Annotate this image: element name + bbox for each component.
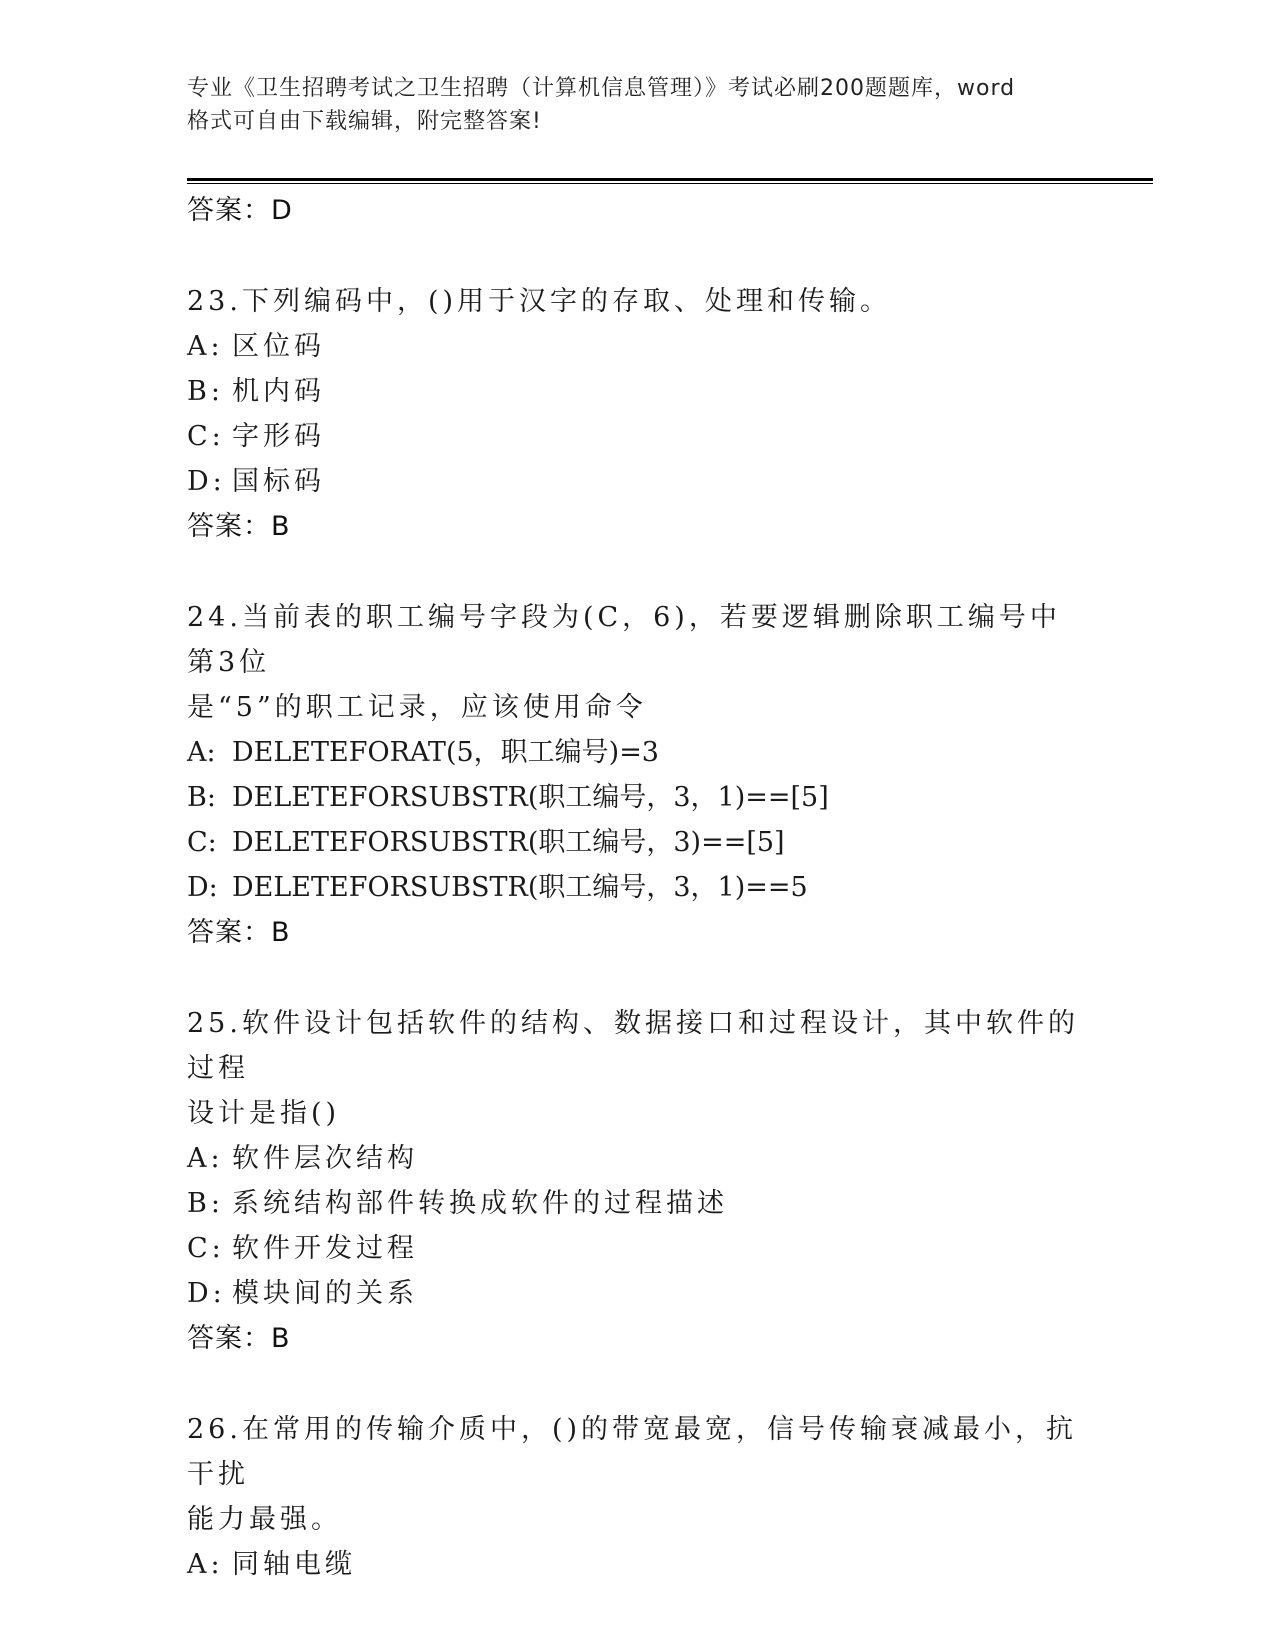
option-d <box>187 1271 1087 1316</box>
answer-line: 答案：B <box>187 917 291 948</box>
option-text: 国标码 <box>232 466 325 497</box>
question-text: 23.下列编码中，()用于汉字的存取、处理和传输。 <box>187 286 892 317</box>
question-23 <box>187 279 1087 550</box>
option-letter: D: <box>187 872 218 903</box>
option-letter: B: <box>187 1188 224 1219</box>
option-a <box>187 1542 1087 1587</box>
option-a <box>187 324 1087 369</box>
question-text: 25.软件设计包括软件的结构、数据接口和过程设计，其中软件的过程 <box>187 1008 1079 1084</box>
option-letter: A: <box>187 1549 224 1580</box>
option-b <box>187 369 1087 414</box>
option-text: 字形码 <box>232 421 325 452</box>
option-letter: C: <box>187 827 217 858</box>
option-letter: B: <box>187 376 224 407</box>
option-text: DELETEFORSUBSTR(职工编号，3，1)==[5] <box>232 782 829 813</box>
header-divider-thin <box>187 183 1153 184</box>
option-letter: A: <box>187 737 216 768</box>
option-letter: A: <box>187 331 224 362</box>
option-text: DELETEFORSUBSTR(职工编号，3，1)==5 <box>232 872 808 903</box>
option-text: 系统结构部件转换成软件的过程描述 <box>232 1188 728 1219</box>
option-letter: A: <box>187 1143 224 1174</box>
option-text: 同轴电缆 <box>232 1549 356 1580</box>
answer-line: 答案：D <box>187 195 293 226</box>
option-letter: D: <box>187 466 226 497</box>
option-text: 模块间的关系 <box>232 1278 418 1309</box>
header-line-2: 格式可自由下载编辑，附完整答案! <box>187 109 542 134</box>
option-text: 软件层次结构 <box>232 1143 418 1174</box>
option-a <box>187 1136 1087 1181</box>
option-d <box>187 865 1087 910</box>
option-text: 软件开发过程 <box>232 1233 418 1264</box>
question-24 <box>187 595 1087 956</box>
option-d <box>187 459 1087 504</box>
option-b <box>187 775 1087 820</box>
option-text: 区位码 <box>232 331 325 362</box>
answer-line: 答案：B <box>187 511 291 542</box>
option-letter: C: <box>187 421 225 452</box>
question-25 <box>187 1001 1087 1362</box>
option-letter: C: <box>187 1233 225 1264</box>
option-text: 机内码 <box>232 376 325 407</box>
question-26 <box>187 1407 1087 1587</box>
option-text: DELETEFORAT(5，职工编号)=3 <box>232 737 659 768</box>
answer-line: 答案：B <box>187 1323 291 1354</box>
question-text: 设计是指() <box>187 1098 341 1129</box>
header-divider-thick <box>187 178 1153 181</box>
question-list <box>187 188 1087 1587</box>
option-text: DELETEFORSUBSTR(职工编号，3)==[5] <box>232 827 785 858</box>
option-a <box>187 730 1087 775</box>
option-c <box>187 820 1087 865</box>
option-c <box>187 1226 1087 1271</box>
header-line-1: 专业《卫生招聘考试之卫生招聘（计算机信息管理）》考试必刷200题题库，word <box>187 76 1016 101</box>
option-letter: D: <box>187 1278 226 1309</box>
option-b <box>187 1181 1087 1226</box>
document-header <box>187 72 1087 138</box>
question-text: 24.当前表的职工编号字段为(C，6)，若要逻辑删除职工编号中第3位 <box>187 602 1061 678</box>
option-letter: B: <box>187 782 216 813</box>
question-text: 是“5”的职工记录，应该使用命令 <box>187 692 647 723</box>
question-text: 能力最强。 <box>187 1504 342 1535</box>
question-text: 26.在常用的传输介质中，()的带宽最宽，信号传输衰减最小，抗干扰 <box>187 1414 1078 1490</box>
option-c <box>187 414 1087 459</box>
